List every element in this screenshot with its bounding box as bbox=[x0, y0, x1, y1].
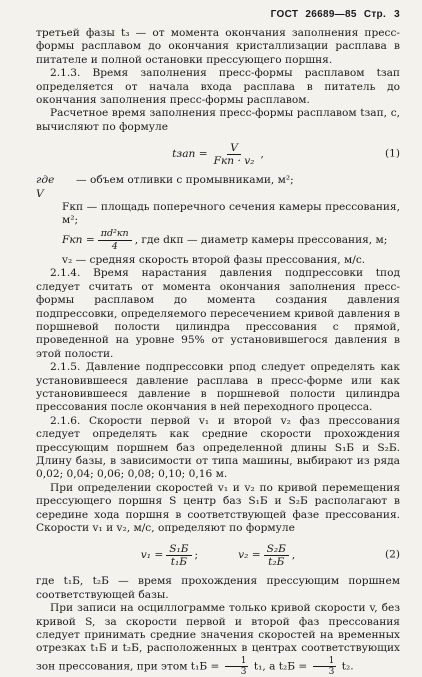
formula-2-denominator-1: t₁Б bbox=[170, 555, 188, 568]
formula-2 bbox=[36, 537, 400, 573]
formula-2-separator: ; bbox=[194, 548, 199, 561]
oscillogram-fraction-1-den: 3 bbox=[240, 666, 247, 677]
definition-volume-text: — объем отливки с промывниками, м²; bbox=[76, 174, 294, 187]
definition-area-formula bbox=[36, 228, 400, 254]
formula-1-numerator: V bbox=[227, 142, 241, 155]
oscillogram-text-b: t₁, а t₂Б = bbox=[253, 660, 308, 673]
formula-2-denominator-2: t₂Б bbox=[268, 555, 285, 568]
formula-2-fraction-2 bbox=[264, 543, 289, 568]
formula-2-lhs-2: v₂ = bbox=[238, 548, 261, 561]
area-formula-fraction bbox=[98, 228, 132, 253]
definition-area: Fкп — площадь поперечного сечения камеры прессования, м²; bbox=[62, 201, 400, 227]
formula-2-fraction-1 bbox=[166, 543, 191, 568]
formula-1-lhs: tзап = bbox=[172, 147, 208, 160]
formula-2-number: (2) bbox=[384, 548, 400, 561]
document-body bbox=[36, 27, 400, 677]
paragraph-speed-determination: При определении скоростей v₁ и v₂ по кривой перемещения прессующего поршня S центр баз S₁Б и S₂Б располагают в середине хода поршня в соответствующей фазе прессования. Скорости v₁ и v₂, м/с, определяют по формуле bbox=[36, 481, 400, 534]
oscillogram-fraction-2-num: 1 bbox=[313, 656, 337, 667]
paragraph-2-1-6: 2.1.6. Скорости первой v₁ и второй v₂ фаз прессования следует определять как средние скорости прохождения прессующим поршнем баз определенной длины S₁Б и S₂Б. Длину базы, в зависимости от типа машины, выбирают из ряда 0,02; 0,04; 0,06; 0,08; 0,10; 0,16 м. bbox=[36, 414, 400, 481]
area-formula-denominator: 4 bbox=[111, 241, 118, 253]
area-formula-lhs: Fкп = bbox=[62, 234, 95, 247]
formula-2-numerator-1: S₁Б bbox=[166, 543, 191, 556]
area-formula-numerator: πd²кп bbox=[98, 228, 132, 241]
area-formula-rest: , где dкп — диаметр камеры прессования, м; bbox=[134, 234, 388, 247]
page-number: 3 bbox=[394, 9, 400, 20]
formula-1-fraction bbox=[211, 142, 258, 167]
paragraph-oscillogram bbox=[36, 602, 400, 677]
oscillogram-text-a: При записи на осциллограмме только кривой скорости v, без кривой S, за скорости первой и второй фаз прессования следует принимать средние значения скоростей на временных отрезках t₁Б и t₂Б, расположенных в центрах соответствующих зон прессования, при этом t₁Б = bbox=[36, 602, 400, 673]
definition-volume bbox=[36, 174, 400, 201]
oscillogram-fraction-2-den: 3 bbox=[328, 666, 335, 677]
oscillogram-text-c: t₂. bbox=[341, 660, 354, 673]
definition-speed: v₂ — средняя скорость второй фазы прессования, м/с. bbox=[62, 253, 366, 266]
formula-1-number: (1) bbox=[384, 147, 400, 160]
formula-2-lhs-1: v₁ = bbox=[140, 548, 164, 561]
page-label: Стр. bbox=[363, 9, 387, 20]
formula-1-comma: , bbox=[260, 147, 264, 160]
formula-1-denominator: Fкп · v₂ bbox=[213, 154, 255, 167]
paragraph-2-1-4: 2.1.4. Время нарастания давления подпрессовки tпод следует считать от момента окончания заполнения пресс-формы расплавом до момента создания давления подпрессовки, определяемого пересечением кривой давления в поршневой полости цилиндра прессования с прямой, проведенной на уровне 95% от установившегося давления в этой полости. bbox=[36, 267, 400, 360]
paragraph-2-1-5: 2.1.5. Давление подпрессовки pпод следует определять как установившееся давление расплава в пресс-форме или как установившееся давление в поршневой полости цилиндра прессования после окончания в ней переходного процесса. bbox=[36, 361, 400, 414]
formula-1 bbox=[36, 136, 400, 172]
definition-volume-symbol: где V bbox=[36, 174, 55, 200]
paragraph-time-definition: где t₁Б, t₂Б — время прохождения прессующим поршнем соответствующей базы. bbox=[36, 575, 400, 601]
paragraph-2-1-3: 2.1.3. Время заполнения пресс-формы расплавом tзап определяется от начала входа расплава в питатель до окончания заполнения пресс-формы расплавом. bbox=[36, 67, 400, 107]
standard-number: 26689—85 bbox=[305, 9, 357, 20]
paragraph-formula-intro: Расчетное время заполнения пресс-формы расплавом tзап, с, вычисляют по формуле bbox=[36, 107, 400, 133]
page-header bbox=[271, 8, 400, 21]
standard-label: ГОСТ bbox=[270, 9, 299, 20]
paragraph-continuation: третьей фазы t₃ — от момента окончания заполнения пресс-формы расплавом до окончания кристаллизации расплава в питателе и полной остановки прессующего поршня. bbox=[36, 27, 400, 66]
formula-2-numerator-2: S₂Б bbox=[264, 543, 289, 556]
oscillogram-fraction-2 bbox=[313, 656, 337, 677]
formula-2-comma: , bbox=[291, 548, 296, 561]
oscillogram-fraction-1 bbox=[225, 656, 249, 677]
oscillogram-fraction-1-num: 1 bbox=[225, 656, 249, 667]
